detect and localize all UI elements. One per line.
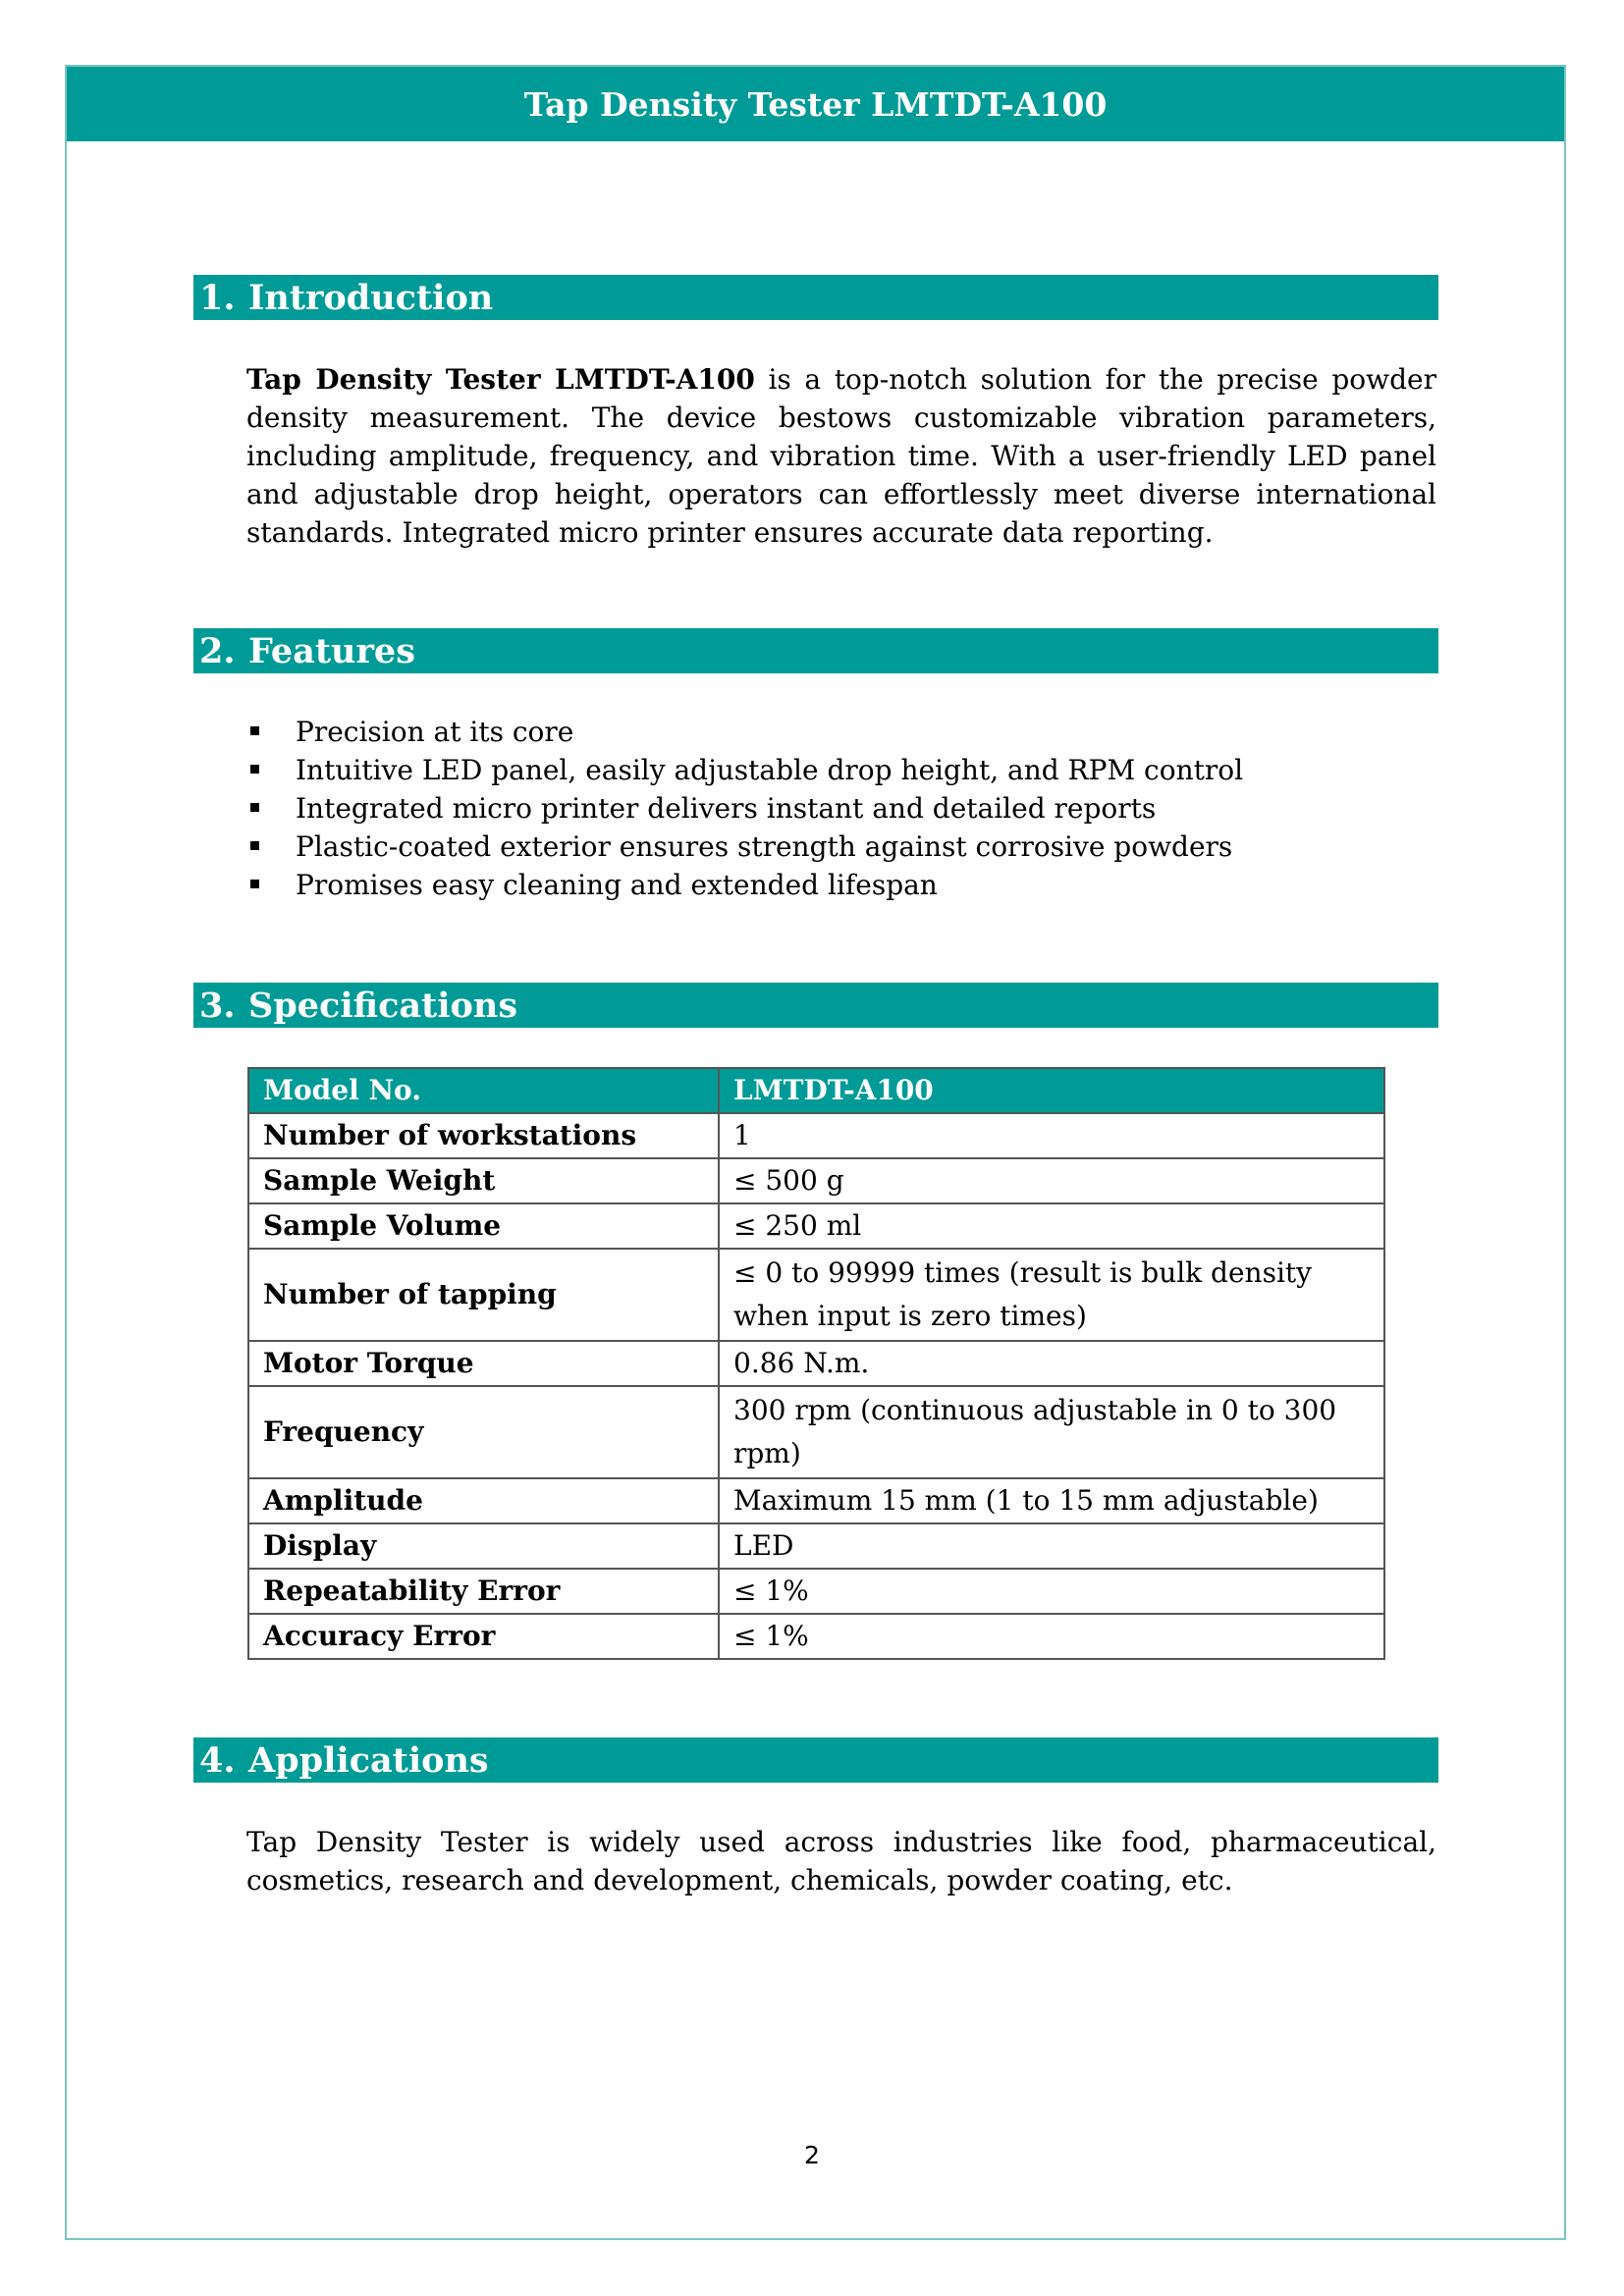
applications-paragraph: Tap Density Tester is widely used across industries like food, pharmaceutical, cosmetics, research and development, chemicals, powder coating, etc. [246, 1826, 1436, 1896]
spec-label: Sample Weight [248, 1158, 719, 1203]
specifications-table [247, 1067, 1385, 1660]
spec-value: ≤ 250 ml [719, 1203, 1384, 1249]
document-title-bar [67, 67, 1564, 141]
spec-value: ≤ 0 to 99999 times (result is bulk density when input is zero times) [719, 1249, 1384, 1341]
spec-value: Maximum 15 mm (1 to 15 mm adjustable) [719, 1478, 1384, 1523]
section-title: Features [248, 630, 415, 671]
feature-item [246, 828, 1436, 866]
feature-item [246, 713, 1436, 751]
spec-label: Motor Torque [248, 1341, 719, 1386]
document-title: Tap Density Tester LMTDT-A100 [523, 84, 1108, 124]
table-header-cell: LMTDT-A100 [719, 1068, 1384, 1113]
spec-value: ≤ 1% [719, 1614, 1384, 1659]
table-row [248, 1523, 1384, 1569]
feature-item [246, 751, 1436, 789]
table-row [248, 1203, 1384, 1249]
spec-value: ≤ 1% [719, 1569, 1384, 1614]
spec-label: Repeatability Error [248, 1569, 719, 1614]
page-number: 2 [804, 2141, 820, 2169]
table-row [248, 1386, 1384, 1478]
spec-label: Sample Volume [248, 1203, 719, 1249]
section-heading-introduction [193, 275, 1438, 320]
section-number: 3. [199, 985, 236, 1026]
table-row [248, 1569, 1384, 1614]
spec-value: ≤ 500 g [719, 1158, 1384, 1203]
section-number: 2. [199, 630, 236, 671]
introduction-text: is a top-notch solution for the precise powder density measurement. The device bestows customizable vibration parameters, including amplitude, frequency, and vibration time. With a user-friendly LED panel and adjustable drop height, operators can effortlessly meet diverse international standards. Integrated micro printer ensures accurate data reporting. [246, 363, 1436, 549]
feature-text: Precision at its core [296, 716, 574, 748]
spec-label: Number of tapping [248, 1249, 719, 1341]
spec-label: Display [248, 1523, 719, 1569]
section-number: 1. [199, 277, 236, 318]
spec-label: Number of workstations [248, 1113, 719, 1158]
table-row [248, 1478, 1384, 1523]
section-title: Applications [248, 1739, 489, 1781]
features-list [246, 713, 1436, 904]
table-row [248, 1614, 1384, 1659]
table-header-cell: Model No. [248, 1068, 719, 1113]
spec-label: Frequency [248, 1386, 719, 1478]
section-number: 4. [199, 1739, 236, 1781]
feature-text: Integrated micro printer delivers instant and detailed reports [296, 792, 1157, 825]
spec-value: LED [719, 1523, 1384, 1569]
feature-item [246, 866, 1436, 904]
section-title: Introduction [248, 277, 494, 318]
section-heading-features [193, 628, 1438, 673]
square-bullet-icon [250, 803, 259, 812]
feature-text: Promises easy cleaning and extended lifespan [296, 869, 938, 901]
feature-item [246, 789, 1436, 828]
feature-text: Intuitive LED panel, easily adjustable drop height, and RPM control [296, 754, 1244, 786]
spec-value: 300 rpm (continuous adjustable in 0 to 300 rpm) [719, 1386, 1384, 1478]
square-bullet-icon [250, 726, 259, 735]
table-row [248, 1341, 1384, 1386]
square-bullet-icon [250, 765, 259, 774]
spec-value: 0.86 N.m. [719, 1341, 1384, 1386]
table-row [248, 1158, 1384, 1203]
section-heading-applications [193, 1737, 1438, 1783]
spec-label: Accuracy Error [248, 1614, 719, 1659]
introduction-paragraph [246, 360, 1436, 552]
spec-label: Amplitude [248, 1478, 719, 1523]
product-name-bold: Tap Density Tester LMTDT-A100 [246, 363, 755, 396]
table-row [248, 1249, 1384, 1341]
table-row [248, 1113, 1384, 1158]
section-heading-specifications [193, 983, 1438, 1028]
square-bullet-icon [250, 880, 259, 888]
table-header-row [248, 1068, 1384, 1113]
feature-text: Plastic-coated exterior ensures strength against corrosive powders [296, 830, 1233, 863]
square-bullet-icon [250, 841, 259, 850]
spec-value: 1 [719, 1113, 1384, 1158]
section-title: Specifications [248, 985, 518, 1026]
